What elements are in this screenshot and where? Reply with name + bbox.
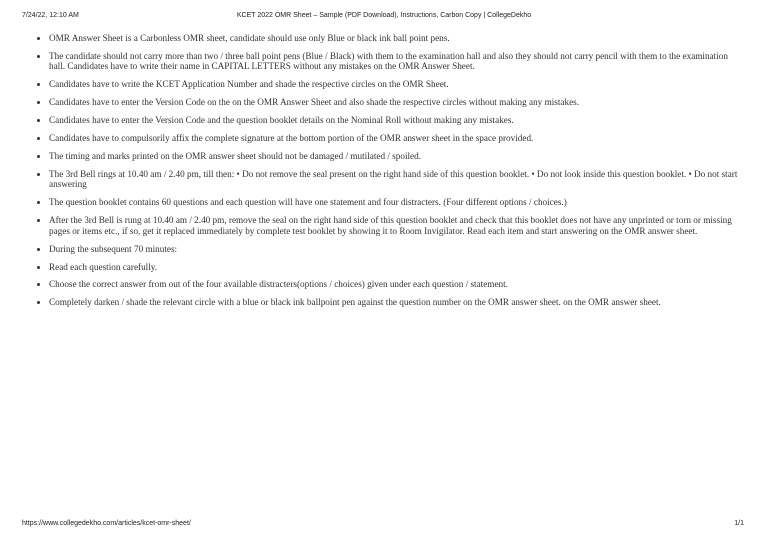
page-url: https://www.collegedekho.com/articles/kcet-omr-sheet/ bbox=[22, 520, 191, 527]
page-title: KCET 2022 OMR Sheet – Sample (PDF Download), Instructions, Carbon Copy | CollegeDekho bbox=[236, 12, 532, 19]
list-item: Choose the correct answer from out of the four available distracters(options / choices) given under each question / statement. bbox=[49, 279, 739, 290]
print-date: 7/24/22, 12:10 AM bbox=[22, 12, 79, 19]
instructions-list bbox=[25, 33, 739, 308]
list-item: The question booklet contains 60 questions and each question will have one statement and four distracters. (Four different options / choices.) bbox=[49, 197, 739, 208]
list-item: The candidate should not carry more than two / three ball point pens (Blue / Black) with them to the examination hall and also they should not carry pencil with them to the examination hall. Candidates have to write their name in CAPITAL LETTERS without any mistakes on the OMR Answer Sheet. bbox=[49, 51, 739, 72]
list-item: During the subsequent 70 minutes: bbox=[49, 244, 739, 255]
list-item: OMR Answer Sheet is a Carbonless OMR sheet, candidate should use only Blue or black ink ball point pens. bbox=[49, 33, 739, 44]
list-item: The 3rd Bell rings at 10.40 am / 2.40 pm, till then: • Do not remove the seal present on the right hand side of this question booklet. • Do not look inside this question booklet. • Do not start answering bbox=[49, 168, 738, 190]
instructions-content bbox=[25, 33, 739, 315]
list-item: Candidates have to enter the Version Code on the on the OMR Answer Sheet and also shade the respective circles without making any mistakes. bbox=[49, 97, 739, 108]
list-item: Completely darken / shade the relevant circle with a blue or black ink ballpoint pen against the question number on the OMR answer sheet. on the OMR answer sheet. bbox=[49, 297, 739, 308]
list-item: After the 3rd Bell is rung at 10.40 am / 2.40 pm, remove the seal on the right hand side of this question booklet and check that this booklet does not have any unprinted or torn or missing pages or items etc., if so, get it replaced immediately by complete test booklet by showing it to Room Invigilator. Read each item and start answering on the OMR answer sheet. bbox=[49, 215, 739, 236]
list-item: Candidates have to enter the Version Code and the question booklet details on the Nominal Roll without making any mistakes. bbox=[49, 115, 739, 126]
list-item: Read each question carefully. bbox=[49, 262, 739, 273]
print-footer bbox=[22, 520, 744, 530]
list-item: Candidates have to write the KCET Application Number and shade the respective circles on the OMR Sheet. bbox=[49, 79, 739, 90]
page-number: 1/1 bbox=[734, 520, 744, 527]
list-item: Candidates have to compulsorily affix the complete signature at the bottom portion of the OMR answer sheet in the space provided. bbox=[49, 133, 739, 144]
list-item: The timing and marks printed on the OMR answer sheet should not be damaged / mutilated / spoiled. bbox=[49, 151, 739, 162]
print-header bbox=[22, 12, 746, 22]
